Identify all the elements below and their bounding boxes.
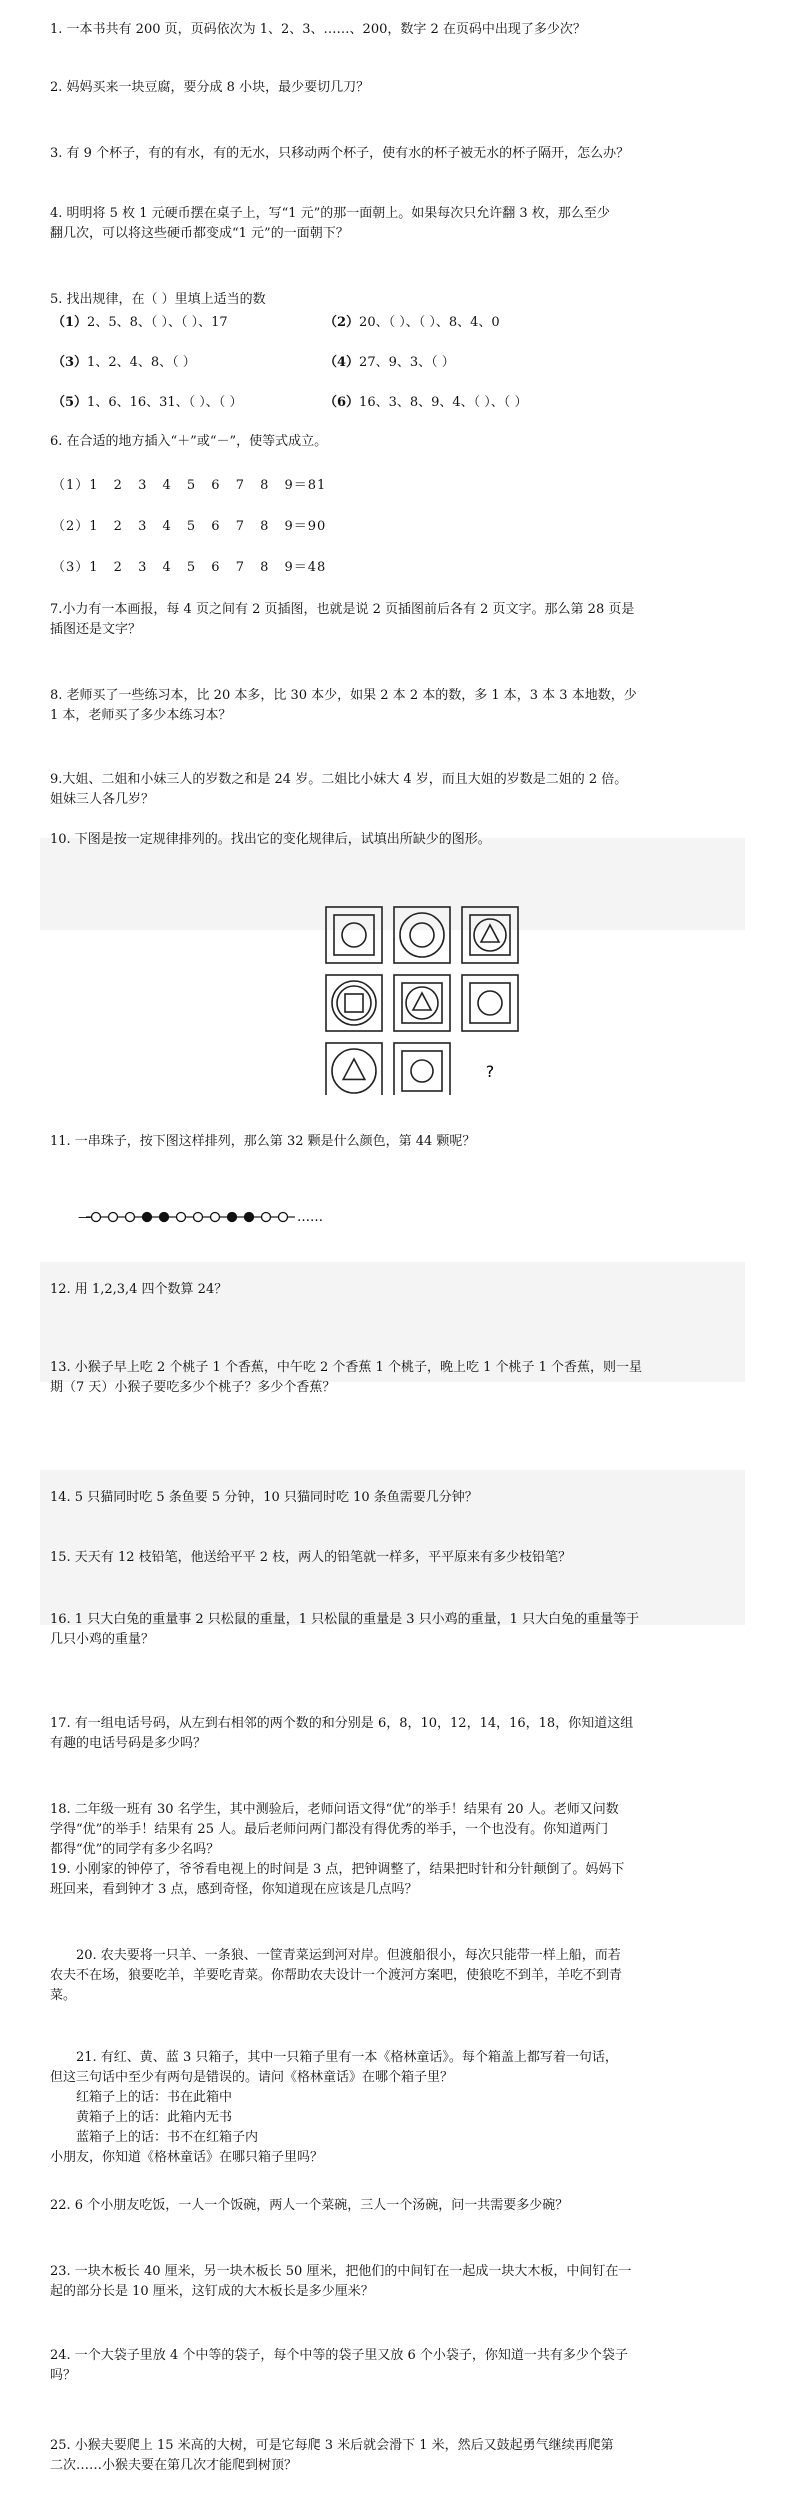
problem-12 [50, 1280, 750, 1300]
problem-text: 5. 找出规律，在（ ）里填上适当的数 [50, 292, 266, 307]
problem-text: 15. 天天有 12 枝铅笔，他送给平平 2 枝，两人的铅笔就一样多，平平原来有多少枝铅笔？ [50, 1550, 572, 1565]
problem-text: 班回来，看到钟才 3 点，感到奇怪，你知道现在应该是几点吗？ [50, 1882, 418, 1897]
box-statement-red: 红箱子上的话：书在此箱中 [76, 2090, 233, 2105]
white-bead [126, 1213, 135, 1222]
problem-24 [50, 2346, 750, 2386]
missing-figure-mark: ? [485, 1062, 495, 1081]
problem-20 [50, 1946, 750, 2006]
white-bead [109, 1213, 118, 1222]
figure-cell [462, 907, 518, 963]
problem-6 [50, 432, 750, 452]
problem-text: 14. 5 只猫同时吃 5 条鱼要 5 分钟，10 只猫同时吃 10 条鱼需要几分钟？ [50, 1490, 478, 1505]
sequence-2: （2）20、（ ）、（ ）、8、4、0 [324, 315, 500, 330]
black-bead [245, 1213, 254, 1222]
problem-text: 21. 有红、黄、蓝 3 只箱子，其中一只箱子里有一本《格林童话》。每个箱盖上都写着一句话， [76, 2050, 618, 2065]
problem-text: 25. 小猴夫要爬上 15 米高的大树，可是它每爬 3 米后就会滑下 1 米，然后又鼓起勇气继续再爬第 [50, 2438, 614, 2453]
problem-text: 20. 农夫要将一只羊、一条狼、一筐青菜运到河对岸。但渡船很小，每次只能带一样上船，而若 [76, 1948, 621, 1963]
problem-text: 24. 一个大袋子里放 4 个中等的袋子，每个中等的袋子里又放 6 个小袋子，你知道一共有多少个袋子 [50, 2348, 628, 2363]
problem-7 [50, 600, 750, 640]
problem-text: 19. 小刚家的钟停了，爷爷看电视上的时间是 3 点，把钟调整了，结果把时针和分针颠倒了。妈妈下 [50, 1862, 625, 1877]
sequence-5: （5）1、6、16、31、（ ）、（ ） [52, 395, 243, 410]
problem-text: 16. 1 只大白兔的重量事 2 只松鼠的重量，1 只松鼠的重量是 3 只小鸡的重量，1 只大白兔的重量等于 [50, 1612, 640, 1627]
problem-text: 姐妹三人各几岁？ [50, 792, 155, 807]
problem-23 [50, 2262, 750, 2302]
problem-text: 6. 在合适的地方插入“＋”或“－”，使等式成立。 [50, 434, 328, 449]
problem-text: 吗？ [50, 2368, 77, 2383]
problem-text: 13. 小猴子早上吃 2 个桃子 1 个香蕉，中午吃 2 个香蕉 1 个桃子，晚上吃 1 个桃子 1 个香蕉，则一星 [50, 1360, 643, 1375]
problem-3 [50, 144, 750, 164]
problem-text: 都得“优”的同学有多少名吗？ [50, 1842, 220, 1857]
problem-1 [50, 20, 750, 40]
problem-text: 4. 明明将 5 枚 1 元硬币摆在桌子上，写“1 元”的那一面朝上。如果每次只允许翻 3 枚，那么至少 [50, 206, 610, 221]
box-statement-yellow: 黄箱子上的话：此箱内无书 [76, 2110, 233, 2125]
problem-5 [50, 290, 750, 310]
problem-text: 翻几次，可以将这些硬币都变成“1 元”的一面朝下？ [50, 226, 349, 241]
problem-text: 2. 妈妈买来一块豆腐，要分成 8 小块，最少要切几刀？ [50, 80, 370, 95]
black-bead [143, 1213, 152, 1222]
problem-text: 10. 下图是按一定规律排列的。找出它的变化规律后，试填出所缺少的图形。 [50, 832, 491, 847]
problem-text: 起的部分长是 10 厘米，这钉成的大木板长是多少厘米？ [50, 2284, 374, 2299]
problem-text: 12. 用 1,2,3,4 四个数算 24？ [50, 1282, 228, 1297]
black-bead [160, 1213, 169, 1222]
white-bead [177, 1213, 186, 1222]
white-bead [211, 1213, 220, 1222]
problem-19 [50, 1860, 750, 1900]
problem-14 [50, 1488, 750, 1508]
figure-cell [394, 907, 450, 963]
problem-text: 7.小力有一本画报，每 4 页之间有 2 页插图，也就是说 2 页插图前后各有 2 页文字。那么第 28 页是 [50, 602, 635, 617]
problem-text: 插图还是文字？ [50, 622, 142, 637]
problem-16 [50, 1610, 750, 1650]
sequence-1: （1）2、5、8、（ ）、（ ）、17 [52, 315, 228, 330]
problem-11 [50, 1132, 750, 1152]
problem-9 [50, 770, 750, 810]
problem-text: 3. 有 9 个杯子，有的有水，有的无水，只移动两个杯子，使有水的杯子被无水的杯子隔开，怎么办？ [50, 146, 630, 161]
problem-8 [50, 686, 750, 726]
problem-text: 23. 一块木板长 40 厘米，另一块木板长 50 厘米，把他们的中间钉在一起成一块大木板，中间钉在一 [50, 2264, 632, 2279]
white-bead [92, 1213, 101, 1222]
figure-cell [326, 907, 382, 963]
equation-2: （2）1 2 3 4 5 6 7 8 9＝90 [52, 519, 327, 534]
pattern-figure [322, 905, 532, 1095]
sequence-4: （4）27、9、3、（ ） [324, 355, 455, 370]
sequence-3: （3）1、2、4、8、（ ） [52, 355, 196, 370]
problem-text: 1. 一本书共有 200 页，页码依次为 1、2、3、……、200，数字 2 在页码中出现了多少次？ [50, 22, 586, 37]
figure-cell [326, 1043, 382, 1095]
sequence-6: （6）16、3、8、9、4、（ ）、（ ） [324, 395, 528, 410]
figure-cell [394, 975, 450, 1031]
bead-string [78, 1207, 398, 1227]
white-bead [262, 1213, 271, 1222]
problem-18 [50, 1800, 750, 1860]
problem-text: 但这三句话中至少有两句是错误的。请问《格林童话》在哪个箱子里？ [50, 2070, 454, 2085]
problem-text: 有趣的电话号码是多少吗？ [50, 1736, 207, 1751]
figure-cell [462, 975, 518, 1031]
problem-15 [50, 1548, 750, 1568]
problem-text: 二次……小猴夫要在第几次才能爬到树顶？ [50, 2458, 298, 2473]
problem-text: 1 本，老师买了多少本练习本？ [50, 708, 232, 723]
problem-13 [50, 1358, 750, 1398]
problem-question: 小朋友，你知道《格林童话》在哪只箱子里吗？ [50, 2150, 324, 2165]
problem-text: 9.大姐、二姐和小妹三人的岁数之和是 24 岁。二姐比小妹大 4 岁，而且大姐的岁数是二姐的 2 倍。 [50, 772, 628, 787]
problem-text: 菜。 [50, 1988, 77, 2003]
problem-text: 学得“优”的举手！结果有 25 人。最后老师问两门都没有得优秀的举手，一个也没有。你知道两门 [50, 1822, 609, 1837]
problem-text: 期（7 天）小猴子要吃多少个桃子？多少个香蕉？ [50, 1380, 336, 1395]
problem-text: 18. 二年级一班有 30 名学生，其中测验后，老师问语文得“优”的举手！结果有 20 人。老师又问数 [50, 1802, 619, 1817]
problem-4 [50, 204, 750, 244]
white-bead [194, 1213, 203, 1222]
bead-prefix: — [78, 1210, 91, 1225]
black-bead [228, 1213, 237, 1222]
problem-25 [50, 2436, 750, 2476]
equation-3: （3）1 2 3 4 5 6 7 8 9＝48 [52, 560, 327, 575]
problem-text: 22. 6 个小朋友吃饭，一人一个饭碗，两人一个菜碗，三人一个汤碗，问一共需要多少碗？ [50, 2198, 569, 2213]
problem-text: 17. 有一组电话号码，从左到右相邻的两个数的和分别是 6，8，10，12，14，16，18，你知道这组 [50, 1716, 634, 1731]
box-statement-blue: 蓝箱子上的话：书不在红箱子内 [76, 2130, 259, 2145]
problem-text: 11. 一串珠子，按下图这样排列，那么第 32 颗是什么颜色，第 44 颗呢？ [50, 1134, 476, 1149]
white-bead [279, 1213, 288, 1222]
problem-text: 农夫不在场，狼要吃羊，羊要吃青菜。你帮助农夫设计一个渡河方案吧，使狼吃不到羊，羊吃不到青 [50, 1968, 623, 1983]
equation-1: （1）1 2 3 4 5 6 7 8 9＝81 [52, 478, 327, 493]
problem-21 [50, 2048, 750, 2168]
problem-10 [50, 830, 750, 850]
figure-cell [394, 1043, 450, 1095]
figure-cell [486, 1062, 495, 1081]
figure-cell [326, 975, 382, 1031]
problem-17 [50, 1714, 750, 1754]
problem-2 [50, 78, 750, 98]
problem-22 [50, 2196, 750, 2216]
bead-suffix: …… [297, 1210, 323, 1225]
problem-text: 8. 老师买了一些练习本，比 20 本多，比 30 本少，如果 2 本 2 本的数，多 1 本，3 本 3 本地数，少 [50, 688, 637, 703]
problem-text: 几只小鸡的重量？ [50, 1632, 155, 1647]
